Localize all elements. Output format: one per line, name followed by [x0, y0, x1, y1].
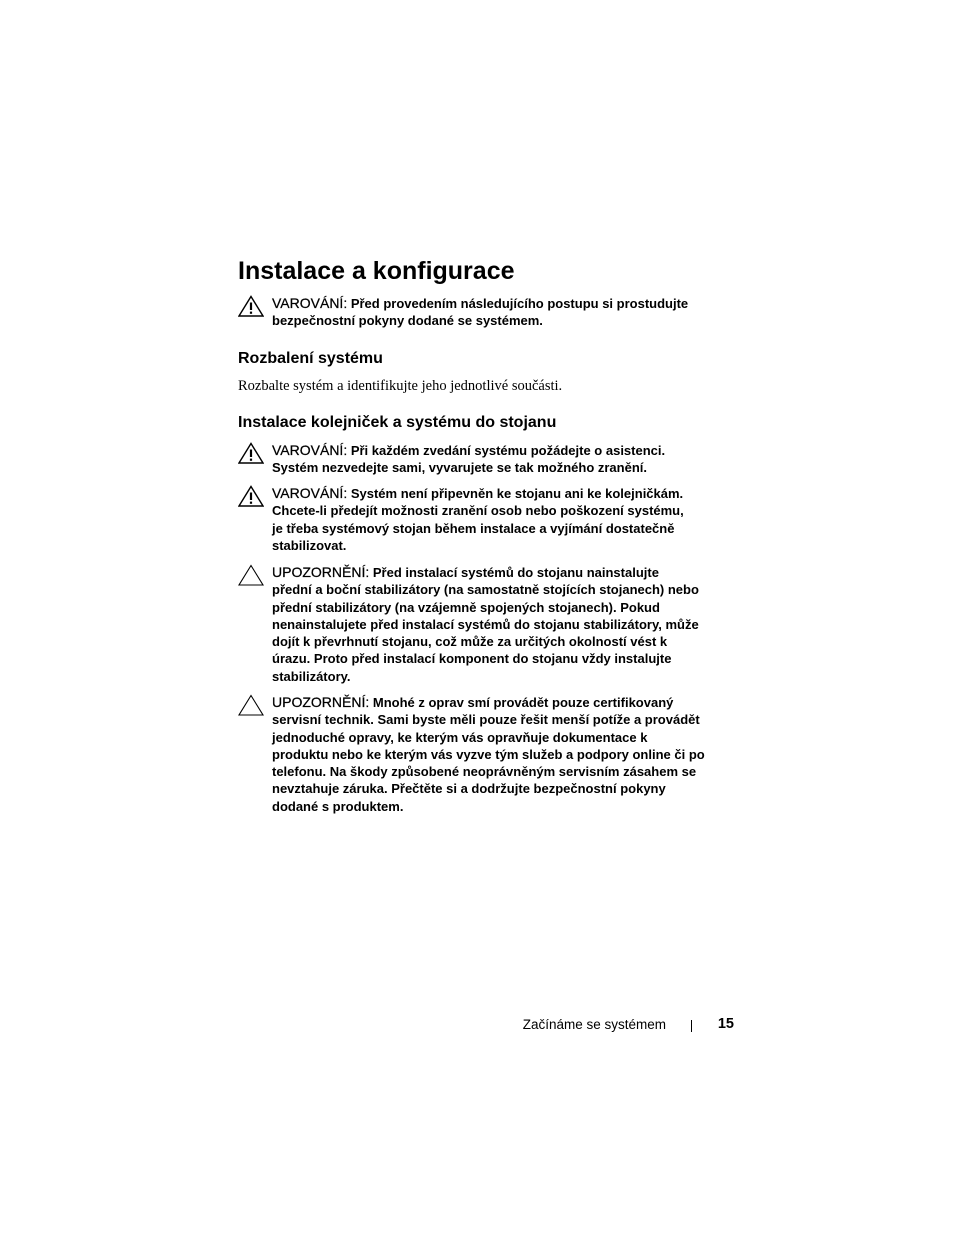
warning-triangle-icon — [238, 442, 264, 464]
page-title: Instalace a konfigurace — [238, 257, 515, 285]
warning-text — [272, 295, 738, 330]
section-heading-rack: Instalace kolejniček a systému do stojanu — [238, 414, 557, 431]
notice-line: stabilizovat. — [272, 537, 347, 553]
notice-line: Při každém zvedání systému požádejte o asistenci. — [350, 443, 666, 458]
notice-line: produktu nebo ke kterým vás vyzve tým služeb a podpory online či po — [272, 746, 705, 762]
warning-triangle-icon — [238, 295, 264, 317]
notice-line: servisní technik. Sami byste měli pouze řešit menší potíže a provádět — [272, 712, 700, 728]
warning-label: VAROVÁNÍ: — [272, 485, 348, 501]
caution-text — [272, 694, 738, 815]
notice-line: Před instalací systémů do stojanu nainstalujte — [372, 565, 659, 580]
warning-triangle-icon — [238, 485, 264, 507]
caution-label: UPOZORNĚNÍ: — [272, 564, 370, 580]
footer-section-name: Začínáme se systémem — [522, 1017, 666, 1032]
notice-line: úrazu. Proto před instalací komponent do stojanu vždy instalujte — [272, 651, 672, 667]
notice-line: jednoduché opravy, ke kterým vás opravňuje dokumentace k — [272, 729, 648, 745]
notice-line: Před provedením následujícího postupu si prostudujte — [350, 296, 689, 311]
caution-text — [272, 564, 738, 685]
section-body-unpack: Rozbalte systém a identifikujte jeho jednotlivé součásti. — [238, 378, 563, 394]
warning-label: VAROVÁNÍ: — [272, 442, 348, 458]
warning-text — [272, 442, 738, 477]
notice-line: dodané s produktem. — [272, 798, 404, 814]
page-number: 15 — [717, 1016, 734, 1032]
notice-line: bezpečnostní pokyny dodané se systémem. — [272, 313, 543, 329]
notice-line: přední a boční stabilizátory (na samostatně stojících stojanech) nebo — [272, 582, 699, 598]
notice-line: nenainstalujete před instalací systémů do stojanu stabilizátory, může — [272, 616, 699, 632]
warning-label: VAROVÁNÍ: — [272, 295, 348, 311]
notice-line: Systém nezvedejte sami, vyvarujete se tak možného zranění. — [272, 460, 647, 476]
notice-line: telefonu. Na škody způsobené neoprávněným servisním zásahem se — [272, 764, 697, 780]
caution-triangle-icon — [238, 694, 264, 716]
warning-text — [272, 485, 738, 554]
notice-line: je třeba systémový stojan během instalace a vyjímání dostatečně — [272, 520, 675, 536]
notice-line: stabilizátory. — [272, 668, 351, 684]
notice-line: Systém není připevněn ke stojanu ani ke kolejničkám. — [350, 486, 684, 501]
caution-label: UPOZORNĚNÍ: — [272, 694, 370, 710]
notice-line: Mnohé z oprav smí provádět pouze certifikovaný — [372, 695, 674, 710]
notice-line: dojít k převrhnutí stojanu, což může za určitých okolností vést k — [272, 634, 668, 650]
caution-triangle-icon — [238, 564, 264, 586]
notice-line: Chcete-li předejít možnosti zranění osob nebo poškození systému, — [272, 503, 684, 519]
notice-line: nevztahuje záruka. Přečtěte si a dodržujte bezpečnostní pokyny — [272, 781, 666, 797]
footer-separator — [691, 1020, 692, 1032]
notice-line: přední stabilizátory (na vzájemně spojených stojanech). Pokud — [272, 599, 660, 615]
section-heading-unpack: Rozbalení systému — [238, 350, 383, 367]
